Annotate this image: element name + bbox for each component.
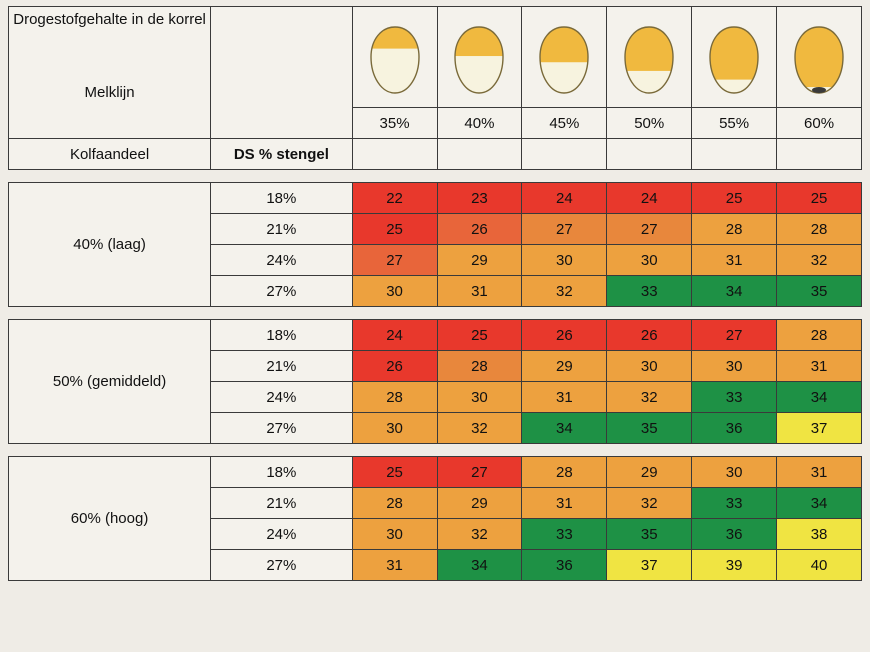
ds-stem-value: 18% [211, 457, 352, 488]
heatmap-cell: 40 [777, 550, 862, 581]
heatmap-cell: 31 [692, 245, 777, 276]
heatmap-cell: 26 [522, 320, 607, 351]
heatmap-cell: 34 [437, 550, 522, 581]
ds-stem-value: 18% [211, 320, 352, 351]
heatmap-cell: 34 [522, 413, 607, 444]
heatmap-cell: 34 [777, 382, 862, 413]
group-label: 60% (hoog) [9, 457, 211, 581]
heatmap-cell: 25 [777, 183, 862, 214]
ds-stem-value: 21% [211, 488, 352, 519]
heatmap-cell: 26 [437, 214, 522, 245]
ds-stem-value: 27% [211, 413, 352, 444]
heatmap-cell: 36 [692, 413, 777, 444]
ds-stem-value: 24% [211, 245, 352, 276]
heatmap-cell: 27 [522, 214, 607, 245]
heatmap-cell: 30 [352, 276, 437, 307]
header-blank-cell [607, 139, 692, 170]
heatmap-cell: 25 [437, 320, 522, 351]
heatmap-cell: 27 [692, 320, 777, 351]
heatmap-cell: 31 [522, 382, 607, 413]
group-label: 40% (laag) [9, 183, 211, 307]
heatmap-cell: 32 [777, 245, 862, 276]
header-blank-cell [352, 139, 437, 170]
heatmap-cell: 27 [607, 214, 692, 245]
heatmap-cell: 31 [777, 457, 862, 488]
group-spacer [9, 444, 862, 457]
kernel-35 [367, 24, 423, 96]
kernel-50 [621, 24, 677, 96]
heatmap-cell: 28 [692, 214, 777, 245]
kernel-55 [706, 24, 762, 96]
header-blank-cell [522, 139, 607, 170]
heatmap-cell: 28 [777, 214, 862, 245]
milkline-percent: 45% [522, 108, 607, 139]
ds-stem-value: 27% [211, 550, 352, 581]
kernel-40 [451, 24, 507, 96]
sheet-title [9, 7, 211, 139]
ds-stem-value: 21% [211, 351, 352, 382]
milkline-label: Melklijn [84, 84, 135, 101]
header-blank-cell [777, 139, 862, 170]
kernel-icon-cell [692, 7, 777, 108]
heatmap-cell: 28 [352, 382, 437, 413]
header-blank-cell [692, 139, 777, 170]
heatmap-cell: 34 [777, 488, 862, 519]
heatmap-cell: 33 [522, 519, 607, 550]
heatmap-cell: 33 [692, 382, 777, 413]
kernel-icon-cell [607, 7, 692, 108]
heatmap-cell: 30 [352, 519, 437, 550]
heatmap-cell: 30 [522, 245, 607, 276]
heatmap-cell: 26 [352, 351, 437, 382]
kernel-60 [791, 24, 847, 96]
heatmap-cell: 32 [607, 488, 692, 519]
kernel-icon-cell [352, 7, 437, 108]
milkline-percent: 55% [692, 108, 777, 139]
heatmap-cell: 30 [437, 382, 522, 413]
heatmap-cell: 29 [607, 457, 692, 488]
ds-stem-value: 24% [211, 519, 352, 550]
ds-stem-value: 18% [211, 183, 352, 214]
heatmap-cell: 35 [607, 519, 692, 550]
heatmap-cell: 33 [607, 276, 692, 307]
milkline-percent: 40% [437, 108, 522, 139]
title-text: Drogestofgehalte in de korrel [13, 11, 206, 28]
kernel-icon-cell [777, 7, 862, 108]
heatmap-cell: 38 [777, 519, 862, 550]
ds-stem-header: DS % stengel [211, 139, 352, 170]
heatmap-cell: 32 [522, 276, 607, 307]
table-row [9, 457, 862, 488]
heatmap-cell: 27 [352, 245, 437, 276]
heatmap-cell: 34 [692, 276, 777, 307]
heatmap-cell: 25 [692, 183, 777, 214]
heatmap-cell: 30 [607, 245, 692, 276]
heatmap-cell: 22 [352, 183, 437, 214]
heatmap-cell: 25 [352, 214, 437, 245]
heatmap-cell: 32 [607, 382, 692, 413]
heatmap-cell: 33 [692, 488, 777, 519]
cob-share-header: Kolfaandeel [9, 139, 211, 170]
group-spacer [9, 170, 862, 183]
heatmap-cell: 29 [437, 488, 522, 519]
kernel-icon-cell [522, 7, 607, 108]
heatmap-cell: 37 [777, 413, 862, 444]
heatmap-cell: 32 [437, 519, 522, 550]
heatmap-cell: 31 [352, 550, 437, 581]
heatmap-cell: 29 [437, 245, 522, 276]
heatmap-cell: 24 [607, 183, 692, 214]
heatmap-cell: 30 [352, 413, 437, 444]
heatmap-cell: 39 [692, 550, 777, 581]
heatmap-cell: 27 [437, 457, 522, 488]
table-row [9, 183, 862, 214]
ds-stem-value: 27% [211, 276, 352, 307]
heatmap-cell: 26 [607, 320, 692, 351]
group-label: 50% (gemiddeld) [9, 320, 211, 444]
heatmap-cell: 35 [777, 276, 862, 307]
header-kernel-row [9, 7, 862, 108]
heatmap-cell: 29 [522, 351, 607, 382]
heatmap-cell: 25 [352, 457, 437, 488]
heatmap-cell: 30 [692, 351, 777, 382]
milkline-percent: 60% [777, 108, 862, 139]
heatmap-cell: 28 [437, 351, 522, 382]
milkline-percent: 50% [607, 108, 692, 139]
ds-stem-value: 24% [211, 382, 352, 413]
column-header-row [9, 139, 862, 170]
heatmap-cell: 31 [522, 488, 607, 519]
table-row [9, 320, 862, 351]
heatmap-cell: 30 [607, 351, 692, 382]
heatmap-cell: 31 [777, 351, 862, 382]
heatmap-cell: 28 [777, 320, 862, 351]
milkline-percent: 35% [352, 108, 437, 139]
heatmap-cell: 24 [352, 320, 437, 351]
ds-stem-value: 21% [211, 214, 352, 245]
maize-maturity-table [8, 6, 862, 581]
heatmap-cell: 23 [437, 183, 522, 214]
kernel-icon-cell [437, 7, 522, 108]
header-empty-cell [211, 7, 352, 139]
header-blank-cell [437, 139, 522, 170]
heatmap-cell: 37 [607, 550, 692, 581]
kernel-45 [536, 24, 592, 96]
heatmap-cell: 28 [352, 488, 437, 519]
heatmap-cell: 32 [437, 413, 522, 444]
heatmap-cell: 36 [522, 550, 607, 581]
heatmap-cell: 35 [607, 413, 692, 444]
heatmap-cell: 31 [437, 276, 522, 307]
heatmap-cell: 36 [692, 519, 777, 550]
heatmap-cell: 24 [522, 183, 607, 214]
heatmap-cell: 30 [692, 457, 777, 488]
heatmap-cell: 28 [522, 457, 607, 488]
group-spacer [9, 307, 862, 320]
